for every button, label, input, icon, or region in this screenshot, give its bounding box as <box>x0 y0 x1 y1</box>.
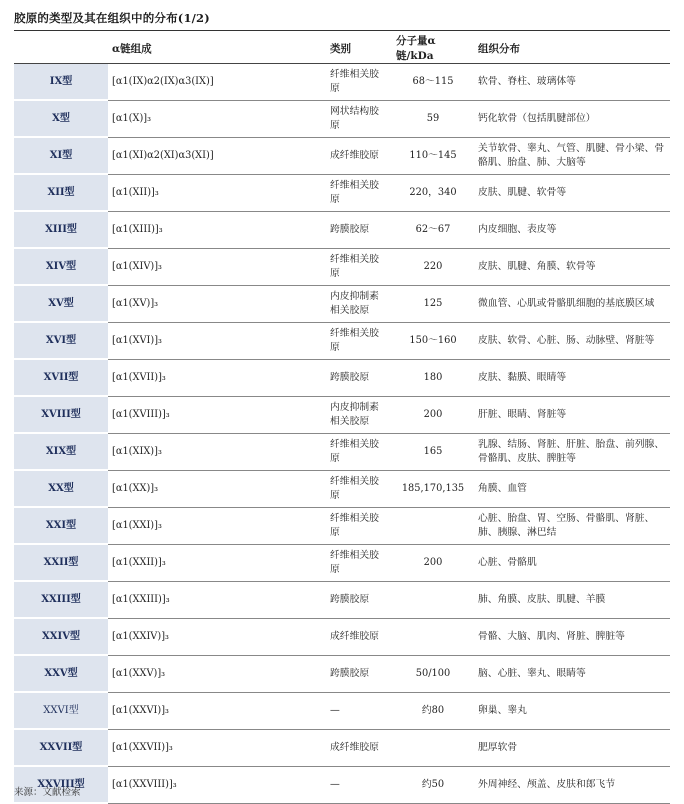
table-row <box>14 396 670 433</box>
type-cell: XXVII型 <box>14 729 108 766</box>
table-row <box>14 64 670 101</box>
type-cell: XXVIII型 <box>14 766 108 803</box>
distribution-cell: 乳腺、结肠、肾脏、肝脏、胎盘、前列腺、骨骼肌、皮肤、脾脏等 <box>474 433 670 470</box>
chain-cell: [α1(XXIV)]₃ <box>108 618 326 655</box>
chain-cell: [α1(XIV)]₃ <box>108 248 326 285</box>
category-cell: 纤维相关胶原 <box>326 322 392 359</box>
type-cell: XX型 <box>14 470 108 507</box>
type-cell: X型 <box>14 100 108 137</box>
distribution-cell: 内皮细胞、表皮等 <box>474 211 670 248</box>
type-cell: IX型 <box>14 64 108 101</box>
distribution-cell: 外周神经、颅盖、皮肤和郎飞节 <box>474 766 670 803</box>
table-row <box>14 322 670 359</box>
distribution-cell: 角膜、血管 <box>474 470 670 507</box>
table-header-row <box>14 33 670 64</box>
category-cell: — <box>326 766 392 803</box>
top-rule <box>14 30 670 31</box>
distribution-cell: 心脏、骨骼肌 <box>474 544 670 581</box>
mw-cell: 200 <box>392 396 474 433</box>
distribution-cell: 皮肤、软骨、心脏、肠、动脉壁、肾脏等 <box>474 322 670 359</box>
chain-cell: [α1(XXI)]₃ <box>108 507 326 544</box>
mw-cell: 约50 <box>392 766 474 803</box>
category-cell: 纤维相关胶原 <box>326 544 392 581</box>
distribution-cell: 肥厚软骨 <box>474 729 670 766</box>
category-cell: 跨膜胶原 <box>326 359 392 396</box>
chain-cell: [α1(IX)α2(IX)α3(IX)] <box>108 64 326 101</box>
chain-cell: [α1(XIX)]₃ <box>108 433 326 470</box>
table-row <box>14 581 670 618</box>
header-type <box>14 33 108 64</box>
distribution-cell: 肝脏、眼睛、肾脏等 <box>474 396 670 433</box>
chain-cell: [α1(XVIII)]₃ <box>108 396 326 433</box>
header-distribution: 组织分布 <box>474 33 670 64</box>
category-cell: 纤维相关胶原 <box>326 64 392 101</box>
type-cell: XVIII型 <box>14 396 108 433</box>
mw-cell: 125 <box>392 285 474 322</box>
header-category: 类别 <box>326 33 392 64</box>
category-cell: — <box>326 692 392 729</box>
mw-cell: 220，340 <box>392 174 474 211</box>
chain-cell: [α1(XXV)]₃ <box>108 655 326 692</box>
distribution-cell: 关节软骨、睾丸、气管、肌腱、骨小梁、骨骼肌、胎盘、肺、大脑等 <box>474 137 670 174</box>
mw-cell <box>392 581 474 618</box>
type-cell: XXV型 <box>14 655 108 692</box>
type-cell: XXVI型 <box>14 692 108 729</box>
mw-cell: 59 <box>392 100 474 137</box>
mw-cell: 62～67 <box>392 211 474 248</box>
table-row <box>14 544 670 581</box>
distribution-cell: 软骨、脊柱、玻璃体等 <box>474 64 670 101</box>
type-cell: XXIII型 <box>14 581 108 618</box>
mw-cell: 185,170,135 <box>392 470 474 507</box>
table-row <box>14 211 670 248</box>
type-cell: XXII型 <box>14 544 108 581</box>
mw-cell: 165 <box>392 433 474 470</box>
table-row <box>14 507 670 544</box>
chain-cell: [α1(X)]₃ <box>108 100 326 137</box>
category-cell: 纤维相关胶原 <box>326 174 392 211</box>
category-cell: 成纤维胶原 <box>326 729 392 766</box>
mw-cell <box>392 507 474 544</box>
type-cell: XXIV型 <box>14 618 108 655</box>
category-cell: 成纤维胶原 <box>326 618 392 655</box>
chain-cell: [α1(XX)]₃ <box>108 470 326 507</box>
category-cell: 纤维相关胶原 <box>326 248 392 285</box>
table-row <box>14 174 670 211</box>
table-row <box>14 100 670 137</box>
table-row <box>14 359 670 396</box>
distribution-cell: 钙化软骨（包括肌腱部位） <box>474 100 670 137</box>
chain-cell: [α1(XV)]₃ <box>108 285 326 322</box>
mw-cell: 150～160 <box>392 322 474 359</box>
type-cell: XV型 <box>14 285 108 322</box>
table-row <box>14 248 670 285</box>
table-row <box>14 655 670 692</box>
distribution-cell: 心脏、胎盘、胃、空肠、骨骼肌、肾脏、肺、胰腺、淋巴结 <box>474 507 670 544</box>
collagen-table <box>14 33 670 804</box>
type-cell: XIX型 <box>14 433 108 470</box>
chain-cell: [α1(XXIII)]₃ <box>108 581 326 618</box>
distribution-cell: 皮肤、黏膜、眼睛等 <box>474 359 670 396</box>
table-row <box>14 285 670 322</box>
chain-cell: [α1(XXVIII)]₃ <box>108 766 326 803</box>
table-row <box>14 766 670 803</box>
chain-cell: [α1(XXVII)]₃ <box>108 729 326 766</box>
table-row <box>14 137 670 174</box>
table-row <box>14 692 670 729</box>
mw-cell: 50/100 <box>392 655 474 692</box>
mw-cell: 约80 <box>392 692 474 729</box>
category-cell: 跨膜胶原 <box>326 581 392 618</box>
category-cell: 内皮抑制素相关胶原 <box>326 285 392 322</box>
type-cell: XI型 <box>14 137 108 174</box>
distribution-cell: 卵巢、睾丸 <box>474 692 670 729</box>
distribution-cell: 皮肤、肌腱、软骨等 <box>474 174 670 211</box>
table-row <box>14 470 670 507</box>
chain-cell: [α1(XXII)]₃ <box>108 544 326 581</box>
mw-cell <box>392 729 474 766</box>
category-cell: 内皮抑制素相关胶原 <box>326 396 392 433</box>
type-cell: XIII型 <box>14 211 108 248</box>
category-cell: 纤维相关胶原 <box>326 470 392 507</box>
mw-cell: 68～115 <box>392 64 474 101</box>
chain-cell: [α1(XIII)]₃ <box>108 211 326 248</box>
source-note: 来源：文献检索 <box>14 787 81 798</box>
distribution-cell: 微血管、心肌或骨骼肌细胞的基底膜区域 <box>474 285 670 322</box>
distribution-cell: 脑、心脏、睾丸、眼睛等 <box>474 655 670 692</box>
table-row <box>14 618 670 655</box>
type-cell: XII型 <box>14 174 108 211</box>
category-cell: 纤维相关胶原 <box>326 433 392 470</box>
category-cell: 成纤维胶原 <box>326 137 392 174</box>
mw-cell: 180 <box>392 359 474 396</box>
mw-cell <box>392 618 474 655</box>
distribution-cell: 骨骼、大脑、肌肉、肾脏、脾脏等 <box>474 618 670 655</box>
category-cell: 纤维相关胶原 <box>326 507 392 544</box>
header-mw: 分子量α链/kDa <box>392 33 474 64</box>
page-title: 胶原的类型及其在组织中的分布(1/2) <box>14 11 210 25</box>
chain-cell: [α1(XVI)]₃ <box>108 322 326 359</box>
type-cell: XVI型 <box>14 322 108 359</box>
distribution-cell: 皮肤、肌腱、角膜、软骨等 <box>474 248 670 285</box>
header-chain: α链组成 <box>108 33 326 64</box>
type-cell: XXI型 <box>14 507 108 544</box>
category-cell: 跨膜胶原 <box>326 211 392 248</box>
table-body <box>14 64 670 804</box>
type-cell: XVII型 <box>14 359 108 396</box>
chain-cell: [α1(XVII)]₃ <box>108 359 326 396</box>
table-row <box>14 433 670 470</box>
category-cell: 网状结构胶原 <box>326 100 392 137</box>
table-row <box>14 729 670 766</box>
chain-cell: [α1(XXVI)]₃ <box>108 692 326 729</box>
category-cell: 跨膜胶原 <box>326 655 392 692</box>
distribution-cell: 肺、角膜、皮肤、肌腱、羊膜 <box>474 581 670 618</box>
chain-cell: [α1(XI)α2(XI)α3(XI)] <box>108 137 326 174</box>
mw-cell: 200 <box>392 544 474 581</box>
type-cell: XIV型 <box>14 248 108 285</box>
mw-cell: 220 <box>392 248 474 285</box>
chain-cell: [α1(XII)]₃ <box>108 174 326 211</box>
mw-cell: 110～145 <box>392 137 474 174</box>
